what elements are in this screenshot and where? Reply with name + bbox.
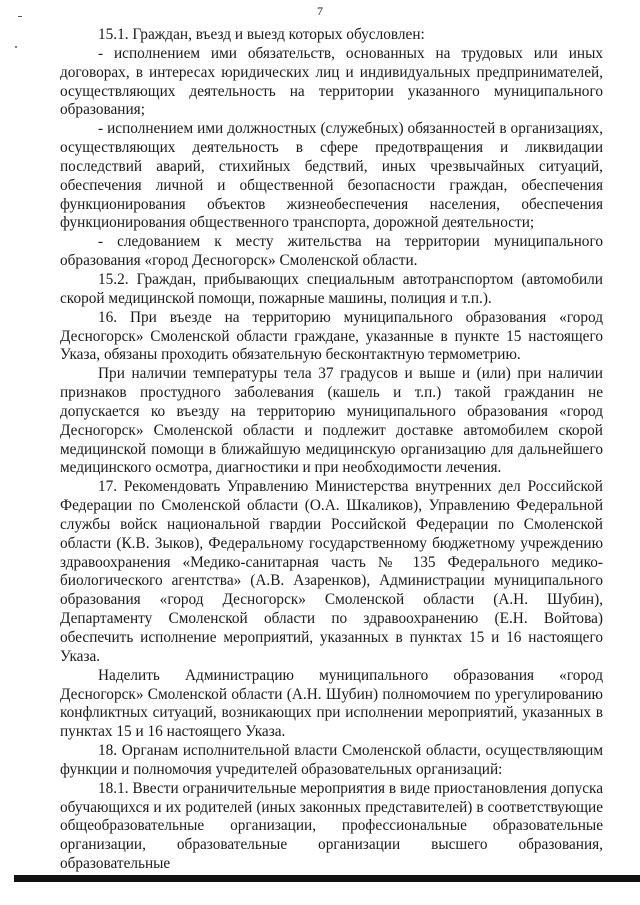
paragraph-18: 18. Органам исполнительной власти Смоленской области, осуществляющим функции и полномочия учредителей образовательных организаций: [60, 742, 603, 778]
scan-artifact [18, 16, 22, 17]
paragraph-15-1-item-1: - исполнением ими обязательств, основанных на трудовых или иных договорах, в интересах юридических лиц и индивидуальных предпринимателей, осуществляющих деятельность на территории указанного муниципального образования; [60, 44, 603, 119]
paragraph-17: 17. Рекомендовать Управлению Министерства внутренних дел Российской Федерации по Смоленской области (О.А. Шкаликов), Управлению Федеральной службы войск национальной гвардии Российской Федерации по Смоленской области (К.В. Зыков), Федеральному государственному бюджетному учреждению здравоохранения «Медико-санитарная часть № 135 Федерального медико-биологического агентства» (А.В. Азаренков), Администрации муниципального образования «город Десногорск» Смоленской области (А.Н. Шубин), Департаменту Смоленской области по здравоохранению (Е.Н. Войтова) обеспечить исполнение мероприятий, указанных в пунктах 15 и 16 настоящего Указа. [60, 478, 603, 665]
page-number: 7 [317, 4, 323, 18]
paragraph-16-temperature: При наличии температуры тела 37 градусов и выше и (или) при наличии признаков простудного заболевания (кашель и т.п.) такой гражданин не допускается ко въезду на территорию муниципального образования «город Десногорск» Смоленской области и подлежит доставке автомобилем скорой медицинской помощи в ближайшую медицинскую организацию для дальнейшего медицинского осмотра, диагностики и при необходимости лечения. [60, 365, 603, 477]
scan-bottom-edge [14, 875, 640, 882]
scan-artifact [15, 46, 17, 48]
paragraph-15-1-item-3: - следованием к месту жительства на территории муниципального образования «город Десногорск» Смоленской области. [60, 233, 603, 270]
paragraph-17-authority: Наделить Администрацию муниципального образования «город Десногорск» Смоленской области (А.Н. Шубин) полномочием по урегулированию конфликтных ситуаций, возникающих при исполнении мероприятий, указанных в пунктах 15 и 16 настоящего Указа. [60, 666, 603, 741]
paragraph-15-2: 15.2. Граждан, прибывающих специальным автотранспортом (автомобили скорой медицинской помощи, пожарные машины, полиция и т.п.). [60, 270, 603, 307]
paragraph-18-1: 18.1. Ввести ограничительные мероприятия в виде приостановления допуска обучающихся и их родителей (иных законных представителей) в соответствующие общеобразовательные организации, профессиональные образовательные организации, образовательные организации высшего образования, образовательные [60, 779, 603, 873]
paragraph-15-1-item-2: - исполнением ими должностных (служебных) обязанностей в организациях, осуществляющих деятельность в сфере предотвращения и ликвидации последствий аварий, стихийных бедствий, иных чрезвычайных ситуаций, обеспечения личной и общественной безопасности граждан, обеспечения функционирования объектов жизнеобеспечения населения, обеспечения функционирования общественного транспорта, дорожной деятельности; [60, 120, 603, 232]
paragraph-16: 16. При въезде на территорию муниципального образования «город Десногорск» Смоленской области граждане, указанные в пункте 15 настоящего Указа, обязаны проходить обязательную бесконтактную термометрию. [60, 308, 603, 364]
paragraph-15-1: 15.1. Граждан, въезд и выезд которых обусловлен: [98, 26, 425, 43]
document-body [60, 26, 603, 874]
